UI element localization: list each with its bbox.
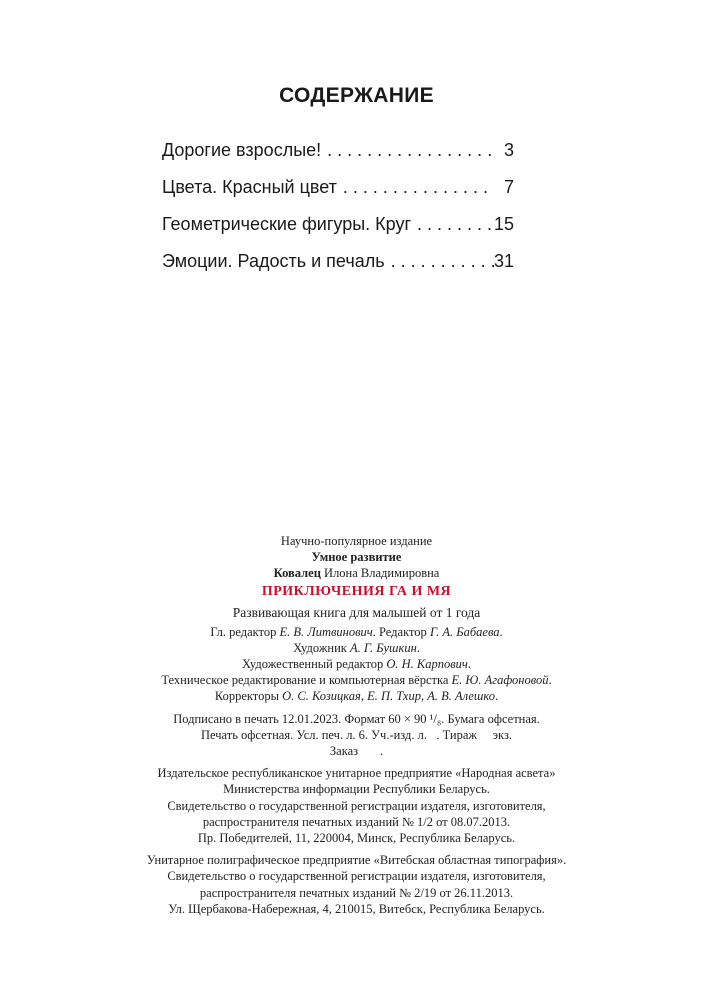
series-name: Умное развитие (311, 550, 402, 565)
edition-type: Научно-популярное издание (280, 534, 433, 548)
author-name: Илона Владимировна (324, 566, 440, 581)
tech-editor-line: Техническое редактирование и компьютерная вёрстка Е. Ю. Агафоновой. (161, 673, 552, 688)
toc-leader-dots (321, 140, 494, 161)
toc-leader-dots (411, 214, 494, 235)
illustrator-line: Художник А. Г. Бушкин. (293, 640, 420, 655)
editors-line: Гл. редактор Е. В. Литвинович. Редактор Г. А. Бабаева. (210, 624, 503, 639)
table-of-contents (162, 140, 514, 288)
art-editor: О. Н. Карпович (386, 657, 468, 672)
book-subtitle: Развивающая книга для малышей от 1 года (232, 604, 481, 620)
printer-line: Ул. Щербакова-Набережная, 4, 210015, Витебск, Республика Беларусь. (168, 901, 545, 916)
editor: Г. А. Бабаева (429, 624, 500, 639)
proofreaders-line: Корректоры О. С. Козицкая, Е. П. Тхир, А. В. Алешко. (214, 689, 499, 704)
publisher-line: Свидетельство о государственной регистрации издателя, изготовителя, (167, 798, 546, 813)
signed-line: Подписано в печать 12.01.2023. Формат 60 × 90 ¹/₈. Бумага офсетная. (173, 711, 540, 726)
editor-label: Редактор (379, 624, 427, 639)
illustrator-label: Художник (293, 640, 347, 655)
toc-entry-label: Эмоции. Радость и печаль (162, 251, 385, 271)
toc-entry-page: 3 (503, 140, 514, 160)
print-line: Печать офсетная. Усл. печ. л. 6. Уч.-изд. л. . Тираж экз. (200, 727, 513, 742)
toc-entry[interactable] (162, 214, 514, 251)
book-title: ПРИКЛЮЧЕНИЯ ГА И МЯ (261, 583, 452, 599)
toc-entry[interactable] (162, 140, 514, 177)
proofreaders-label: Корректоры (214, 689, 279, 704)
publisher-line: распространителя печатных изданий № 1/2 от 08.07.2013. (202, 814, 511, 829)
printer-line: Унитарное полиграфическое предприятие «Витебская областная типография». (146, 853, 567, 868)
toc-entry-page: 31 (493, 251, 514, 271)
printer-line: распространителя печатных изданий № 2/19 от 26.11.2013. (199, 885, 514, 900)
tech-editor: Е. Ю. Агафоновой (451, 673, 549, 688)
imprint-block (60, 533, 653, 917)
author-surname: Ковалец (273, 566, 321, 581)
toc-entry-label: Геометрические фигуры. Круг (162, 214, 412, 234)
publisher-line: Издательское республиканское унитарное предприятие «Народная асвета» (157, 766, 556, 781)
illustrator: А. Г. Бушкин (349, 640, 417, 655)
toc-entry-label: Цвета. Красный цвет (162, 177, 337, 197)
toc-leader-dots (337, 177, 494, 198)
chief-editor: Е. В. Литвинович (279, 624, 373, 639)
art-editor-line: Художественный редактор О. Н. Карпович. (242, 657, 471, 672)
art-editor-label: Художественный редактор (242, 657, 384, 672)
toc-entry-page: 7 (503, 177, 514, 197)
toc-entry-label: Дорогие взрослые! (162, 140, 322, 160)
toc-leader-dots (385, 251, 494, 272)
publisher-line: Министерства информации Республики Беларусь. (223, 782, 490, 797)
toc-entry[interactable] (162, 177, 514, 214)
toc-entry[interactable] (162, 251, 514, 288)
chief-editor-label: Гл. редактор (210, 624, 277, 639)
publisher-line: Пр. Победителей, 11, 220004, Минск, Республика Беларусь. (197, 831, 516, 846)
printer-line: Свидетельство о государственной регистрации издателя, изготовителя, (167, 869, 546, 884)
order-line: Заказ . (329, 744, 384, 759)
tech-editor-label: Техническое редактирование и компьютерная вёрстка (161, 673, 449, 688)
author-line (60, 565, 653, 581)
toc-entry-page: 15 (493, 214, 514, 234)
toc-title: СОДЕРЖАНИЕ (279, 84, 434, 107)
proofreaders: О. С. Козицкая, Е. П. Тхир, А. В. Алешко (282, 689, 495, 704)
